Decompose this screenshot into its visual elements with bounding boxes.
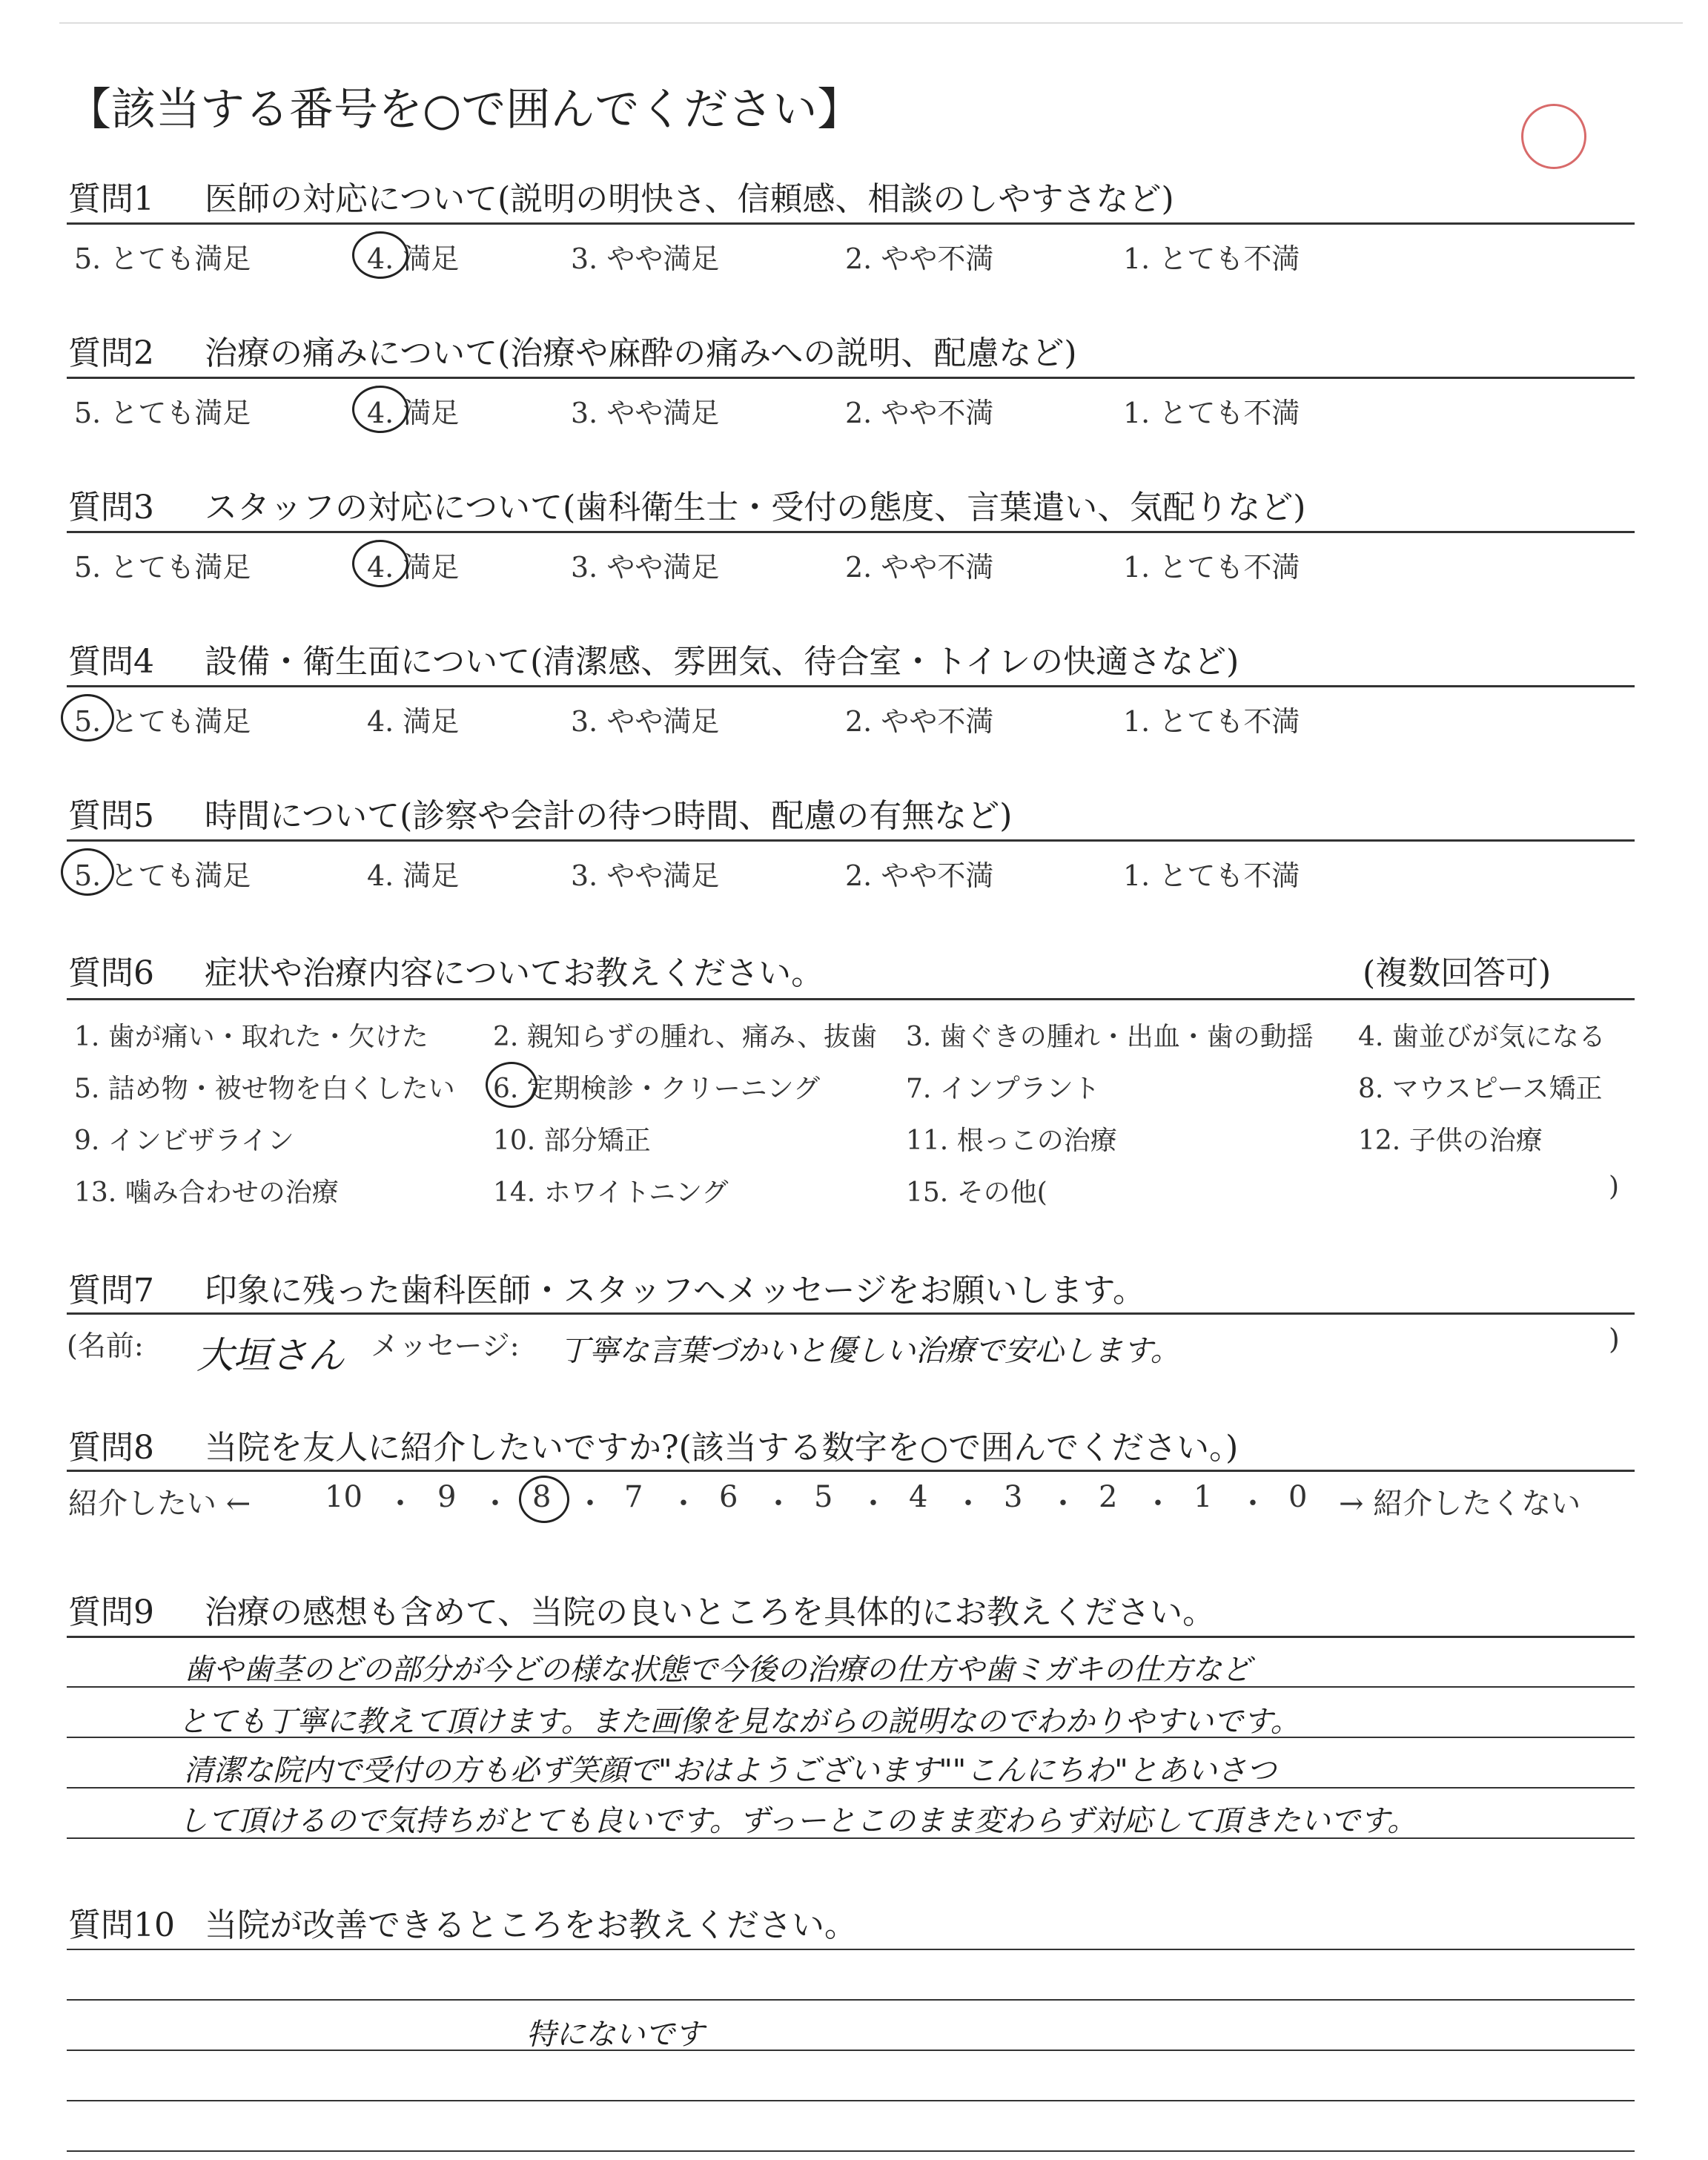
q9-label: 質問9 bbox=[68, 1593, 154, 1631]
q5-selection-circle bbox=[61, 848, 114, 896]
q6-opt-14[interactable]: 14. ホワイトニング bbox=[493, 1178, 729, 1208]
q2-opt-1[interactable]: 1. とても不満 bbox=[1123, 397, 1300, 429]
q6-opt-2[interactable]: 2. 親知らずの腫れ、痛み、抜歯 bbox=[493, 1022, 878, 1052]
q9-answer-line-3: 清潔な院内で受付の方も必ず笑顔で"おはようございます""こんにちわ"とあいさつ bbox=[184, 1754, 1277, 1788]
q10-rule-1 bbox=[67, 1949, 1635, 1950]
q3-selection-circle bbox=[352, 540, 408, 587]
q5-opt-1[interactable]: 1. とても不満 bbox=[1123, 859, 1300, 892]
q10-rule-3 bbox=[67, 2050, 1635, 2051]
q6-selection-circle bbox=[486, 1062, 537, 1108]
q6-opt-10[interactable]: 10. 部分矯正 bbox=[493, 1126, 651, 1156]
q2-opt-2[interactable]: 2. やや不満 bbox=[845, 397, 994, 429]
q4-rule bbox=[67, 685, 1635, 687]
q4-selection-circle bbox=[61, 694, 114, 742]
q10-rule-2 bbox=[67, 1999, 1635, 2001]
q2-opt-4[interactable]: 4. 満足 bbox=[367, 397, 460, 429]
q6-opt-15-close: ) bbox=[1609, 1172, 1620, 1202]
q4-opt-4[interactable]: 4. 満足 bbox=[367, 705, 460, 738]
q8-scale-4[interactable]: 4 bbox=[909, 1480, 928, 1514]
q1-opt-5[interactable]: 5. とても満足 bbox=[74, 242, 251, 275]
q1-opt-2[interactable]: 2. やや不満 bbox=[845, 242, 994, 275]
q7-text: 印象に残った歯科医師・スタッフへメッセージをお願いします。 bbox=[205, 1272, 1145, 1309]
q5-opt-4[interactable]: 4. 満足 bbox=[367, 859, 460, 892]
q9-rule-0 bbox=[67, 1636, 1635, 1638]
q6-opt-15[interactable]: 15. その他( bbox=[906, 1178, 1047, 1208]
q6-note: (複数回答可) bbox=[1363, 954, 1552, 992]
q8-dot: ・ bbox=[669, 1487, 698, 1521]
q6-opt-8[interactable]: 8. マウスピース矯正 bbox=[1358, 1074, 1603, 1104]
q7-rule bbox=[67, 1312, 1635, 1315]
q8-scale-3[interactable]: 3 bbox=[1004, 1480, 1023, 1514]
q6-opt-3[interactable]: 3. 歯ぐきの腫れ・出血・歯の動揺 bbox=[906, 1022, 1314, 1052]
q8-left-label: 紹介したい ← bbox=[68, 1487, 251, 1521]
q8-scale-1[interactable]: 1 bbox=[1194, 1480, 1213, 1514]
q3-label: 質問3 bbox=[68, 489, 154, 526]
q2-rule bbox=[67, 377, 1635, 379]
q6-opt-9[interactable]: 9. インビザライン bbox=[74, 1126, 294, 1156]
q1-rule bbox=[67, 222, 1635, 225]
q8-dot: ・ bbox=[764, 1487, 793, 1521]
q6-rule bbox=[67, 998, 1635, 1000]
q5-label: 質問5 bbox=[68, 797, 154, 835]
q9-answer-line-1: 歯や歯茎のどの部分が今どの様な状態で今後の治療の仕方や歯ミガキの仕方など bbox=[184, 1653, 1251, 1687]
q1-opt-3[interactable]: 3. やや満足 bbox=[571, 242, 720, 275]
q10-rule-5 bbox=[67, 2150, 1635, 2152]
q6-opt-1[interactable]: 1. 歯が痛い・取れた・欠けた bbox=[74, 1022, 428, 1052]
q8-rule bbox=[67, 1470, 1635, 1472]
q8-scale-2[interactable]: 2 bbox=[1099, 1480, 1118, 1514]
q8-dot: ・ bbox=[1048, 1487, 1078, 1521]
q3-opt-4[interactable]: 4. 満足 bbox=[367, 551, 460, 584]
q8-right-label: → 紹介したくない bbox=[1339, 1487, 1581, 1521]
q7-name-label: (名前: bbox=[67, 1330, 144, 1362]
q6-opt-4[interactable]: 4. 歯並びが気になる bbox=[1358, 1022, 1606, 1052]
q6-opt-7[interactable]: 7. インプラント bbox=[906, 1074, 1100, 1104]
q4-text: 設備・衛生面について(清潔感、雰囲気、待合室・トイレの快適さなど) bbox=[205, 643, 1239, 681]
q9-answer-line-2: とても丁寧に教えて頂けます。また画像を見ながらの説明なのでわかりやすいです。 bbox=[178, 1705, 1300, 1739]
q6-label: 質問6 bbox=[68, 954, 154, 992]
q8-scale-7[interactable]: 7 bbox=[624, 1480, 643, 1514]
q8-dot: ・ bbox=[953, 1487, 983, 1521]
q10-text: 当院が改善できるところをお教えください。 bbox=[205, 1906, 857, 1944]
q10-label: 質問10 bbox=[68, 1906, 175, 1944]
q1-opt-4[interactable]: 4. 満足 bbox=[367, 242, 460, 275]
q1-label: 質問1 bbox=[68, 180, 154, 218]
q7-label: 質問7 bbox=[68, 1272, 154, 1309]
q9-text: 治療の感想も含めて、当院の良いところを具体的にお教えください。 bbox=[205, 1593, 1216, 1631]
q3-opt-2[interactable]: 2. やや不満 bbox=[845, 551, 994, 584]
page-title: 【該当する番号を○で囲んでください】 bbox=[67, 84, 862, 136]
q7-name-value[interactable]: 大垣さん bbox=[196, 1334, 345, 1377]
q4-opt-5[interactable]: 5. とても満足 bbox=[74, 705, 251, 738]
q5-opt-2[interactable]: 2. やや不満 bbox=[845, 859, 994, 892]
q8-scale-5[interactable]: 5 bbox=[814, 1480, 833, 1514]
q8-dot: ・ bbox=[575, 1487, 605, 1521]
q1-selection-circle bbox=[352, 231, 408, 279]
q2-opt-5[interactable]: 5. とても満足 bbox=[74, 397, 251, 429]
top-border bbox=[59, 22, 1683, 24]
q3-opt-5[interactable]: 5. とても満足 bbox=[74, 551, 251, 584]
q8-label: 質問8 bbox=[68, 1429, 154, 1467]
q9-answer-line-4: して頂けるので気持ちがとても良いです。ずっーとこのまま変わらず対応して頂きたいです。 bbox=[178, 1804, 1417, 1838]
q2-label: 質問2 bbox=[68, 334, 154, 372]
q10-rule-4 bbox=[67, 2100, 1635, 2101]
q7-message-label: メッセージ: bbox=[371, 1330, 520, 1362]
q3-opt-3[interactable]: 3. やや満足 bbox=[571, 551, 720, 584]
q8-scale-8[interactable]: 8 bbox=[532, 1480, 552, 1514]
q10-answer[interactable]: 特にないです bbox=[526, 2018, 704, 2052]
q8-scale-0[interactable]: 0 bbox=[1288, 1480, 1308, 1514]
q6-opt-5[interactable]: 5. 詰め物・被せ物を白くしたい bbox=[74, 1074, 455, 1104]
q8-dot: ・ bbox=[480, 1487, 510, 1521]
q5-text: 時間について(診察や会計の待つ時間、配慮の有無など) bbox=[205, 797, 1013, 835]
q8-dot: ・ bbox=[385, 1487, 415, 1521]
q2-text: 治療の痛みについて(治療や麻酔の痛みへの説明、配慮など) bbox=[205, 334, 1077, 372]
q8-dot: ・ bbox=[858, 1487, 888, 1521]
q5-rule bbox=[67, 839, 1635, 842]
q1-opt-1[interactable]: 1. とても不満 bbox=[1123, 242, 1300, 275]
q6-text: 症状や治療内容についてお教えください。 bbox=[205, 954, 824, 992]
q8-scale-6[interactable]: 6 bbox=[719, 1480, 738, 1514]
q8-scale-10[interactable]: 10 bbox=[325, 1480, 363, 1514]
q8-dot: ・ bbox=[1143, 1487, 1173, 1521]
q6-opt-6[interactable]: 6. 定期検診・クリーニング bbox=[493, 1074, 821, 1104]
q7-message-value[interactable]: 丁寧な言葉づかいと優しい治療で安心します。 bbox=[560, 1334, 1180, 1368]
q8-dot: ・ bbox=[1238, 1487, 1268, 1521]
q8-selection-circle bbox=[519, 1476, 569, 1523]
q8-text: 当院を友人に紹介したいですか?(該当する数字を○で囲んでください。) bbox=[205, 1429, 1239, 1467]
q5-opt-3[interactable]: 3. やや満足 bbox=[571, 859, 720, 892]
q4-opt-3[interactable]: 3. やや満足 bbox=[571, 705, 720, 738]
q1-text: 医師の対応について(説明の明快さ、信頼感、相談のしやすさなど) bbox=[205, 180, 1174, 218]
q3-text: スタッフの対応について(歯科衛生士・受付の態度、言葉遣い、気配りなど) bbox=[205, 489, 1306, 526]
q4-opt-2[interactable]: 2. やや不満 bbox=[845, 705, 994, 738]
q4-label: 質問4 bbox=[68, 643, 154, 681]
q8-scale-9[interactable]: 9 bbox=[437, 1480, 457, 1514]
q3-opt-1[interactable]: 1. とても不満 bbox=[1123, 551, 1300, 584]
q3-rule bbox=[67, 531, 1635, 533]
q6-opt-13[interactable]: 13. 噛み合わせの治療 bbox=[74, 1178, 339, 1208]
q6-opt-11[interactable]: 11. 根っこの治療 bbox=[906, 1126, 1117, 1156]
q6-opt-12[interactable]: 12. 子供の治療 bbox=[1358, 1126, 1543, 1156]
q5-opt-5[interactable]: 5. とても満足 bbox=[74, 859, 251, 892]
q7-close: ) bbox=[1609, 1323, 1620, 1355]
seal-stamp bbox=[1521, 104, 1586, 169]
q4-opt-1[interactable]: 1. とても不満 bbox=[1123, 705, 1300, 738]
q2-opt-3[interactable]: 3. やや満足 bbox=[571, 397, 720, 429]
q2-selection-circle bbox=[352, 386, 408, 433]
